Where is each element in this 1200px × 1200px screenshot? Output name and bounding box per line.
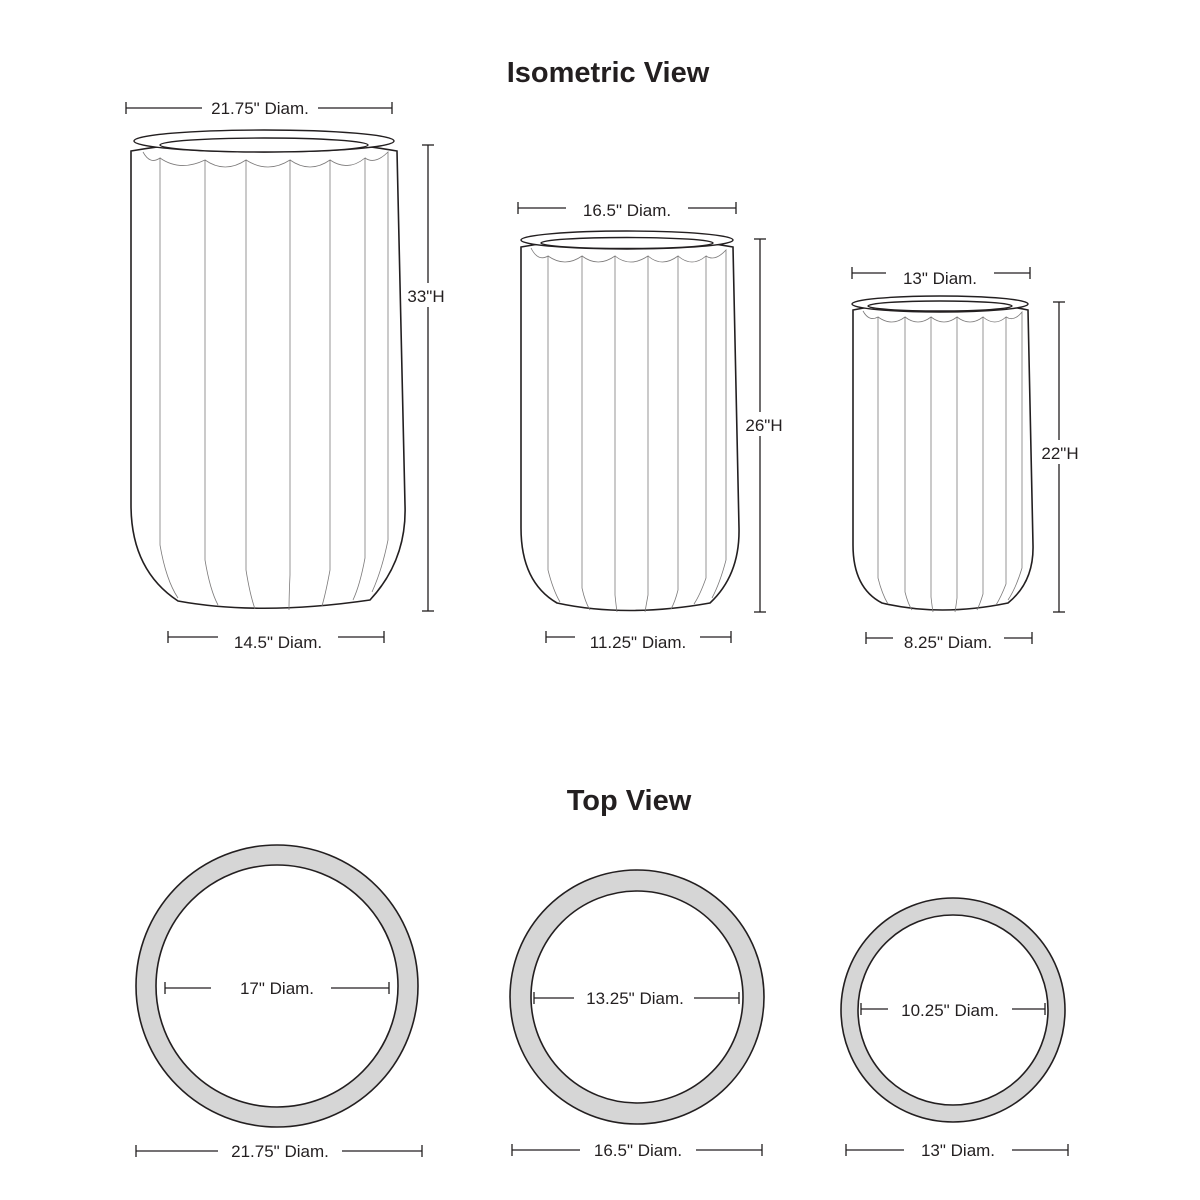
medium-top-diameter-label: 16.5" Diam. xyxy=(582,201,672,220)
large-inner-diameter-label: 17" Diam. xyxy=(239,979,315,998)
large-pot-body xyxy=(131,140,405,609)
small-pot-isometric xyxy=(852,267,1079,652)
large-pot-opening xyxy=(160,138,368,152)
small-base-diameter-label: 8.25" Diam. xyxy=(903,633,993,652)
medium-base-diameter-label: 11.25" Diam. xyxy=(589,633,687,652)
top-view-title: Top View xyxy=(566,785,692,817)
large-base-diameter-label: 14.5" Diam. xyxy=(233,633,323,652)
large-height-label: 33"H xyxy=(407,287,445,306)
medium-pot-isometric xyxy=(518,201,783,652)
small-height-label: 22"H xyxy=(1041,444,1079,463)
isometric-view-title: Isometric View xyxy=(506,57,710,89)
small-pot-top-view xyxy=(841,898,1068,1160)
medium-inner-diameter-label: 13.25" Diam. xyxy=(586,989,684,1008)
medium-pot-top-view xyxy=(510,870,764,1160)
medium-outer-diameter-label: 16.5" Diam. xyxy=(593,1141,683,1160)
small-outer-diameter-label: 13" Diam. xyxy=(920,1141,996,1160)
small-pot-opening xyxy=(868,301,1012,311)
large-pot-isometric xyxy=(126,99,445,652)
large-top-diameter-label: 21.75" Diam. xyxy=(211,99,309,118)
medium-height-label: 26"H xyxy=(745,416,783,435)
small-inner-diameter-label: 10.25" Diam. xyxy=(901,1001,999,1020)
small-top-diameter-label: 13" Diam. xyxy=(902,269,978,288)
medium-pot-opening xyxy=(541,238,713,249)
large-pot-top-view xyxy=(136,845,422,1161)
large-outer-diameter-label: 21.75" Diam. xyxy=(231,1142,329,1161)
